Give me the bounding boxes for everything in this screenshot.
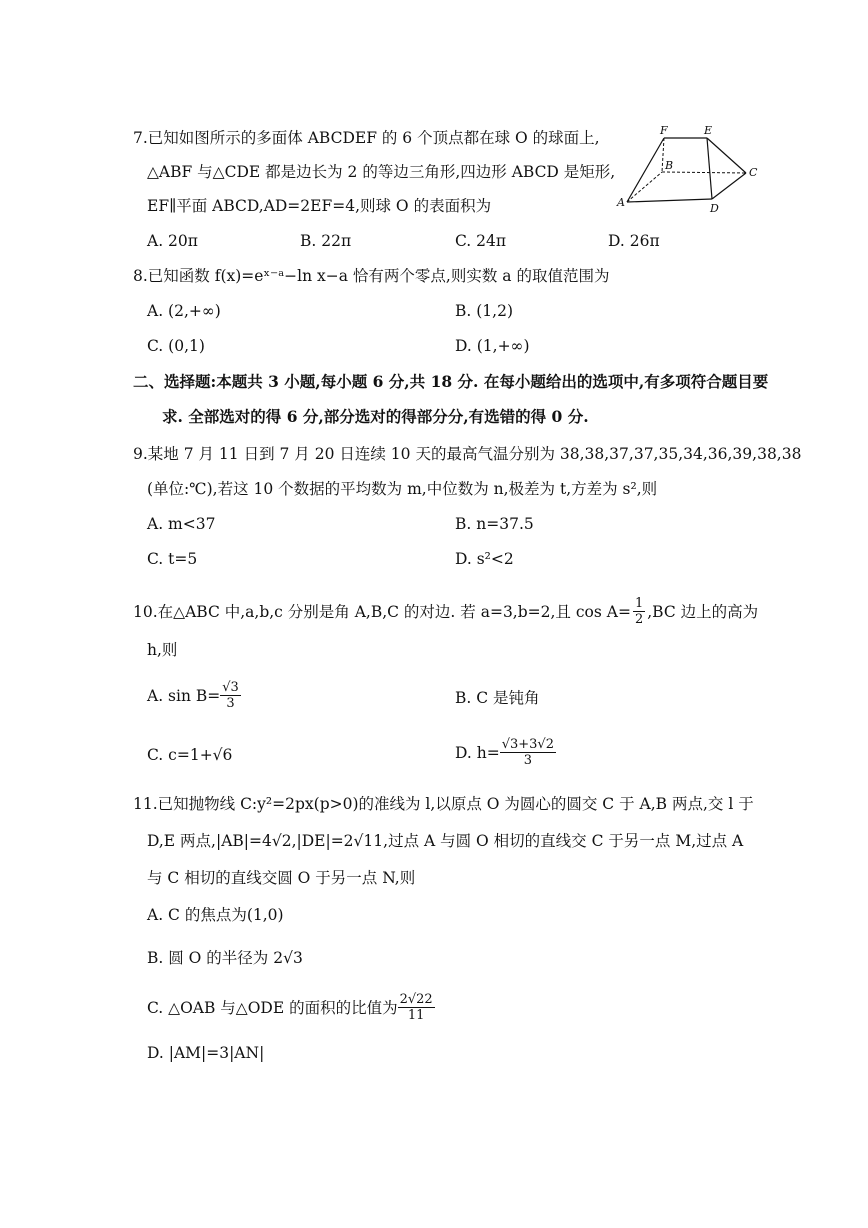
q7-option-d: D. 26π [608, 232, 660, 250]
q7-stem-line3: EF∥平面 ABCD,AD=2EF=4,则球 O 的表面积为 [147, 197, 492, 215]
q10-option-c: C. c=1+√6 [147, 746, 233, 764]
option-d-fraction [500, 737, 556, 768]
label-A: A [617, 196, 625, 209]
fraction-denominator: 3 [523, 753, 532, 768]
q8-stem: 8.已知函数 f(x)=eˣ⁻ᵃ−ln x−a 恰有两个零点,则实数 a 的取值范围为 [133, 267, 610, 285]
label-E: E [704, 124, 713, 137]
label-C: C [749, 166, 758, 179]
option-a-fraction [220, 680, 241, 711]
q9-option-a: A. m<37 [147, 515, 216, 533]
polyhedron-figure [612, 122, 762, 217]
q9-option-c: C. t=5 [147, 550, 198, 568]
label-D: D [710, 202, 719, 215]
fraction-numerator: 2√22 [399, 992, 433, 1007]
q9-stem-line1: 9.某地 7 月 11 日到 7 月 20 日连续 10 天的最高气温分别为 38,38,37,37,35,34,36,39,38,38 [133, 445, 802, 463]
q11-stem-line1: 11.已知抛物线 C:y²=2px(p>0)的准线为 l,以原点 O 为圆心的圆交 C 于 A,B 两点,交 l 于 [133, 795, 754, 813]
q8-option-b: B. (1,2) [455, 302, 513, 320]
q11-option-c [147, 992, 435, 1023]
q7-stem-line2: △ABF 与△CDE 都是边长为 2 的等边三角形,四边形 ABCD 是矩形, [147, 163, 616, 181]
q7-stem-line1: 7.已知如图所示的多面体 ABCDEF 的 6 个顶点都在球 O 的球面上, [133, 129, 600, 147]
q11-stem-line3: 与 C 相切的直线交圆 O 于另一点 N,则 [147, 869, 416, 887]
q9-stem-line2: (单位:℃),若这 10 个数据的平均数为 m,中位数为 n,极差为 t,方差为 s²,则 [147, 480, 658, 498]
option-c-prefix: C. △OAB 与△ODE 的面积的比值为 [147, 998, 398, 1017]
section2-header-line2: 求. 全部选对的得 6 分,部分选对的得部分分,有选错的得 0 分. [162, 407, 589, 426]
q10-option-d [455, 737, 556, 768]
q9-option-b: B. n=37.5 [455, 515, 534, 533]
q10-stem-text-a: 10.在△ABC 中,a,b,c 分别是角 A,B,C 的对边. 若 a=3,b=2,且 cos A= [133, 602, 631, 621]
option-a-prefix: A. sin B= [147, 686, 221, 705]
q8-option-a: A. (2,+∞) [147, 302, 221, 320]
q10-option-a [147, 680, 241, 711]
q11-stem-line2: D,E 两点,|AB|=4√2,|DE|=2√11,过点 A 与圆 O 相切的直线交 C 于另一点 M,过点 A [147, 832, 744, 850]
q9-option-d: D. s²<2 [455, 550, 514, 568]
q10-stem-text-b: ,BC 边上的高为 [647, 602, 759, 621]
option-c-fraction [398, 992, 435, 1023]
fraction-denominator: 3 [226, 696, 235, 711]
q11-option-b: B. 圆 O 的半径为 2√3 [147, 949, 303, 967]
q10-stem-line1 [133, 596, 758, 627]
q10-option-b: B. C 是钝角 [455, 689, 540, 707]
q11-option-a: A. C 的焦点为(1,0) [147, 906, 284, 924]
fraction-numerator: 1 [634, 596, 644, 611]
q8-option-c: C. (0,1) [147, 337, 205, 355]
q11-option-d: D. |AM|=3|AN| [147, 1044, 265, 1062]
q7-option-c: C. 24π [455, 232, 507, 250]
fraction-numerator: √3 [222, 680, 239, 695]
label-B: B [665, 159, 674, 172]
q10-fraction-half [633, 596, 645, 627]
fraction-denominator: 2 [634, 612, 644, 627]
section2-header-line1: 二、选择题:本题共 3 小题,每小题 6 分,共 18 分. 在每小题给出的选项中,有多项符合题目要 [133, 372, 769, 391]
option-d-prefix: D. h= [455, 743, 500, 762]
q8-option-d: D. (1,+∞) [455, 337, 530, 355]
label-F: F [660, 124, 668, 137]
q7-option-b: B. 22π [300, 232, 352, 250]
q10-stem-line2: h,则 [147, 641, 178, 659]
fraction-numerator: √3+3√2 [501, 737, 554, 752]
q7-option-a: A. 20π [147, 232, 198, 250]
fraction-denominator: 11 [407, 1008, 425, 1023]
